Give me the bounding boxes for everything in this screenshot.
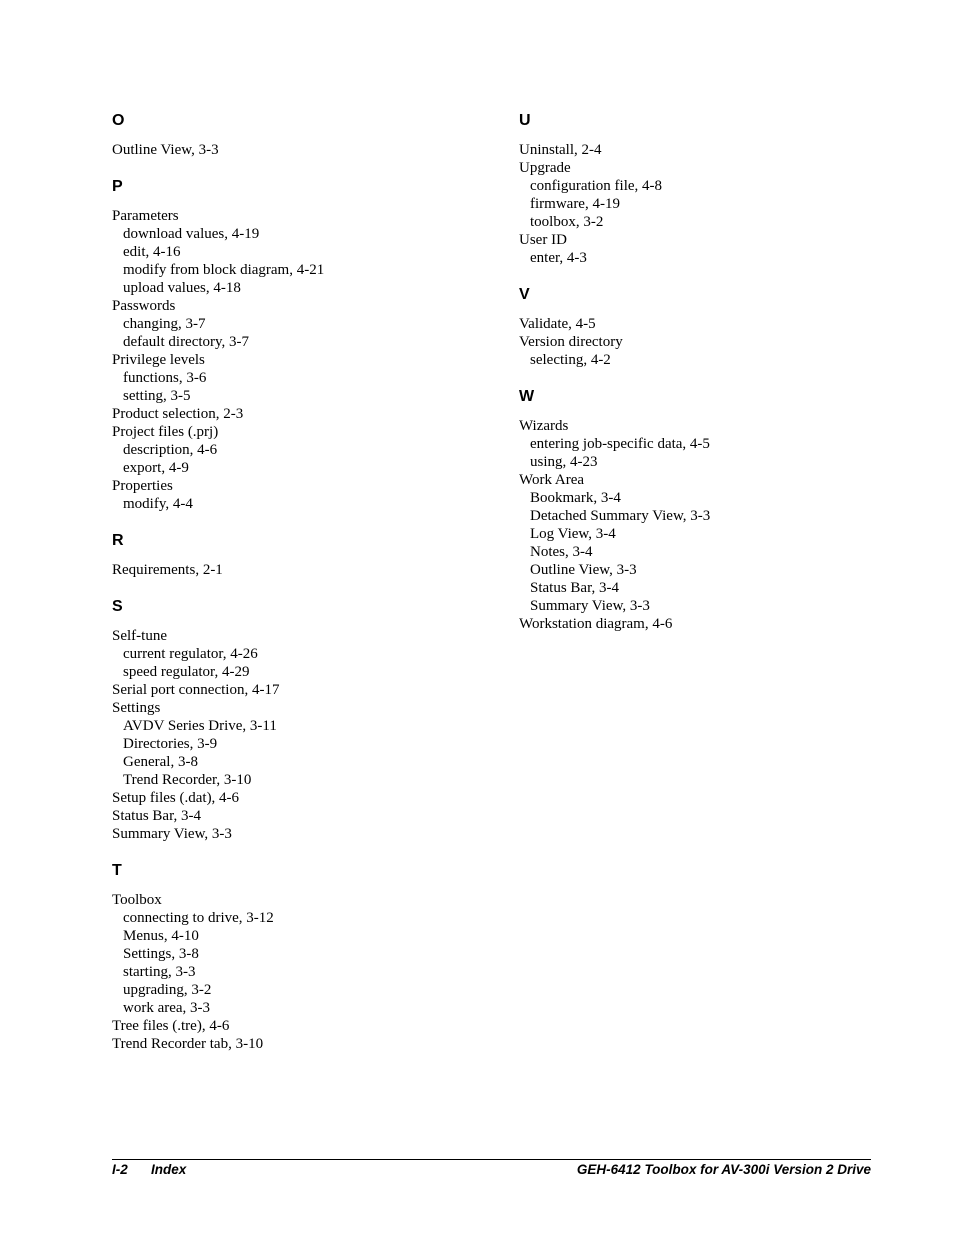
- index-subentry: changing, 3-7: [123, 316, 206, 332]
- index-subentry: Summary View, 3-3: [530, 598, 650, 614]
- index-subentry: Notes, 3-4: [530, 544, 593, 560]
- index-subentry: Log View, 3-4: [530, 526, 616, 542]
- index-subentry: Detached Summary View, 3-3: [530, 508, 711, 524]
- index-section: [519, 387, 879, 633]
- index-entry: Version directory: [519, 334, 623, 350]
- index-entry: Setup files (.dat), 4-6: [112, 790, 240, 806]
- index-entry: Requirements, 2-1: [112, 562, 223, 578]
- index-subentry: upgrading, 3-2: [123, 982, 212, 998]
- index-section: [112, 861, 492, 1053]
- index-subentry: firmware, 4-19: [530, 196, 620, 212]
- footer-page-number: I-2: [112, 1162, 128, 1177]
- index-subentry: edit, 4-16: [123, 244, 181, 260]
- index-subentry: toolbox, 3-2: [530, 214, 604, 230]
- index-letter-heading: P: [112, 178, 123, 195]
- index-section: [112, 111, 492, 159]
- index-section: [519, 111, 879, 267]
- index-entry: Passwords: [112, 298, 176, 314]
- index-letter-heading: U: [519, 112, 531, 129]
- index-subentry: Directories, 3-9: [123, 736, 218, 752]
- index-entry: Status Bar, 3-4: [112, 808, 201, 824]
- index-subentry: download values, 4-19: [123, 226, 260, 242]
- index-entry: Upgrade: [519, 160, 571, 176]
- index-letter-heading: S: [112, 598, 123, 615]
- index-entry: Wizards: [519, 418, 569, 434]
- index-entry: Trend Recorder tab, 3-10: [112, 1036, 264, 1052]
- index-letter-heading: T: [112, 862, 122, 879]
- index-letter-heading: W: [519, 388, 535, 405]
- footer-divider: [112, 1159, 871, 1160]
- index-column-left: [112, 111, 492, 1071]
- index-subentry: AVDV Series Drive, 3-11: [123, 718, 277, 734]
- index-section: [112, 597, 492, 843]
- index-subentry: description, 4-6: [123, 442, 218, 458]
- index-letter-heading: O: [112, 112, 125, 129]
- index-entry: Tree files (.tre), 4-6: [112, 1018, 230, 1034]
- index-entry: Properties: [112, 478, 173, 494]
- index-subentry: Trend Recorder, 3-10: [123, 772, 252, 788]
- index-letter-heading: R: [112, 532, 124, 549]
- index-subentry: modify from block diagram, 4-21: [123, 262, 325, 278]
- index-subentry: export, 4-9: [123, 460, 189, 476]
- index-subentry: Menus, 4-10: [123, 928, 199, 944]
- index-entry: Validate, 4-5: [519, 316, 596, 332]
- footer-document-title: GEH-6412 Toolbox for AV-300i Version 2 Drive: [576, 1162, 871, 1177]
- index-subentry: starting, 3-3: [123, 964, 196, 980]
- index-section: [112, 177, 492, 513]
- index-section: [112, 531, 492, 579]
- index-subentry: setting, 3-5: [123, 388, 191, 404]
- index-entry: Self-tune: [112, 628, 167, 644]
- index-subentry: Settings, 3-8: [123, 946, 199, 962]
- index-subentry: using, 4-23: [530, 454, 598, 470]
- index-entry: Settings: [112, 700, 161, 716]
- index-subentry: connecting to drive, 3-12: [123, 910, 274, 926]
- index-entry: Project files (.prj): [112, 424, 219, 440]
- index-subentry: current regulator, 4-26: [123, 646, 258, 662]
- index-subentry: default directory, 3-7: [123, 334, 250, 350]
- index-entry: Summary View, 3-3: [112, 826, 232, 842]
- index-subentry: Bookmark, 3-4: [530, 490, 621, 506]
- index-subentry: Outline View, 3-3: [530, 562, 637, 578]
- index-subentry: modify, 4-4: [123, 496, 193, 512]
- index-entry: Toolbox: [112, 892, 162, 908]
- index-subentry: enter, 4-3: [530, 250, 587, 266]
- index-entry: Parameters: [112, 208, 179, 224]
- index-subentry: Status Bar, 3-4: [530, 580, 619, 596]
- index-entry: Workstation diagram, 4-6: [519, 616, 673, 632]
- page-footer: [112, 1161, 871, 1179]
- index-entry: Product selection, 2-3: [112, 406, 244, 422]
- index-subentry: functions, 3-6: [123, 370, 207, 386]
- index-subentry: work area, 3-3: [123, 1000, 211, 1016]
- index-section: [519, 285, 879, 369]
- index-entry: Work Area: [519, 472, 585, 488]
- index-entry: User ID: [519, 232, 567, 248]
- index-subentry: selecting, 4-2: [530, 352, 611, 368]
- index-subentry: configuration file, 4-8: [530, 178, 663, 194]
- index-letter-heading: V: [519, 286, 530, 303]
- index-subentry: General, 3-8: [123, 754, 198, 770]
- index-entry: Outline View, 3-3: [112, 142, 219, 158]
- index-subentry: entering job-specific data, 4-5: [530, 436, 710, 452]
- index-entry: Privilege levels: [112, 352, 205, 368]
- index-entry: Serial port connection, 4-17: [112, 682, 280, 698]
- index-column-right: [519, 111, 879, 651]
- index-subentry: upload values, 4-18: [123, 280, 241, 296]
- index-subentry: speed regulator, 4-29: [123, 664, 250, 680]
- footer-section-name: Index: [151, 1162, 187, 1177]
- index-entry: Uninstall, 2-4: [519, 142, 602, 158]
